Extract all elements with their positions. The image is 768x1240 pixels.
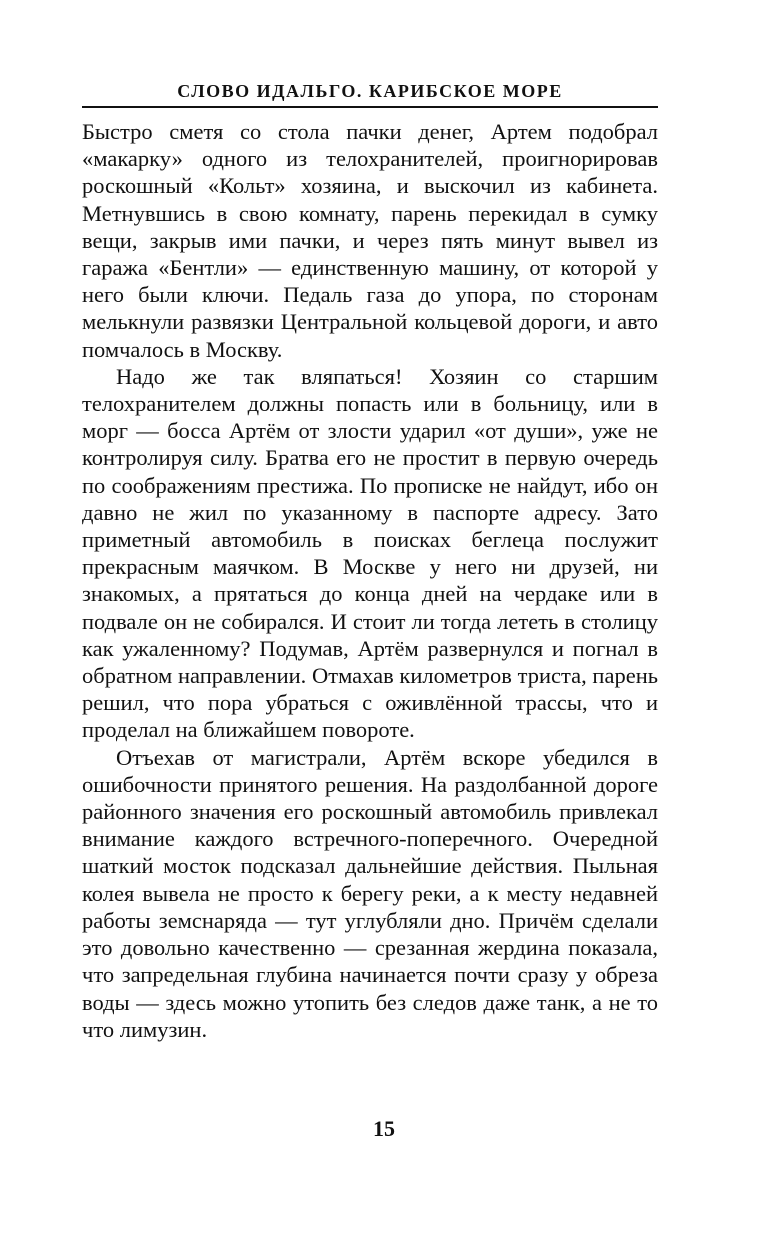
book-page: [82, 78, 658, 1043]
header-rule: [82, 106, 658, 108]
running-title: СЛОВО ИДАЛЬГО. КАРИБСКОЕ МОРЕ: [177, 81, 563, 101]
paragraph-2: Надо же так вляпаться! Хозяин со старшим телохранителем должны попасть или в больницу, или в морг — босса Артём от злости ударил «от души», уже не контролируя силу. Братва его не простит в первую очередь по соображениям престижа. По прописке не найдут, ибо он давно не жил по указанному в паспорте адресу. Зато приметный автомобиль в поисках беглеца послужит прекрасным маячком. В Москве у него ни друзей, ни знакомых, а прятаться до конца дней на чердаке или в подвале он не собирался. И стоит ли тогда лететь в столицу как ужаленному? Подумав, Артём развернулся и погнал в обратном направлении. Отмахав километров триста, парень решил, что пора убраться с оживлённой трассы, что и проделал на ближайшем повороте.: [82, 363, 658, 743]
paragraph-3: Отъехав от магистрали, Артём вскоре убедился в ошибочности принятого решения. На раздолбанной дороге районного значения его роскошный автомобиль привлекал внимание каждого встречного-поперечного. Очередной шаткий мосток подсказал дальнейшие действия. Пыльная колея вывела не просто к берегу реки, а к месту недавней работы земснаряда — тут углубляли дно. Причём сделали это довольно качественно — срезанная жердина показала, что запредельная глубина начинается почти сразу у обреза воды — здесь можно утопить без следов даже танк, а не то что лимузин.: [82, 744, 658, 1042]
body-text: [82, 118, 658, 1043]
page-number: 15: [373, 1116, 395, 1141]
paragraph-1: Быстро сметя со стола пачки денег, Артем подобрал «макарку» одного из телохранителей, проигнорировав роскошный «Кольт» хозяина, и выскочил из кабинета. Метнувшись в свою комнату, парень перекидал в сумку вещи, закрыв ими пачки, и через пять минут вывел из гаража «Бентли» — единственную машину, от которой у него были ключи. Педаль газа до упора, по сторонам мелькнули развязки Центральной кольцевой дороги, и авто помчалось в Москву.: [82, 119, 658, 362]
